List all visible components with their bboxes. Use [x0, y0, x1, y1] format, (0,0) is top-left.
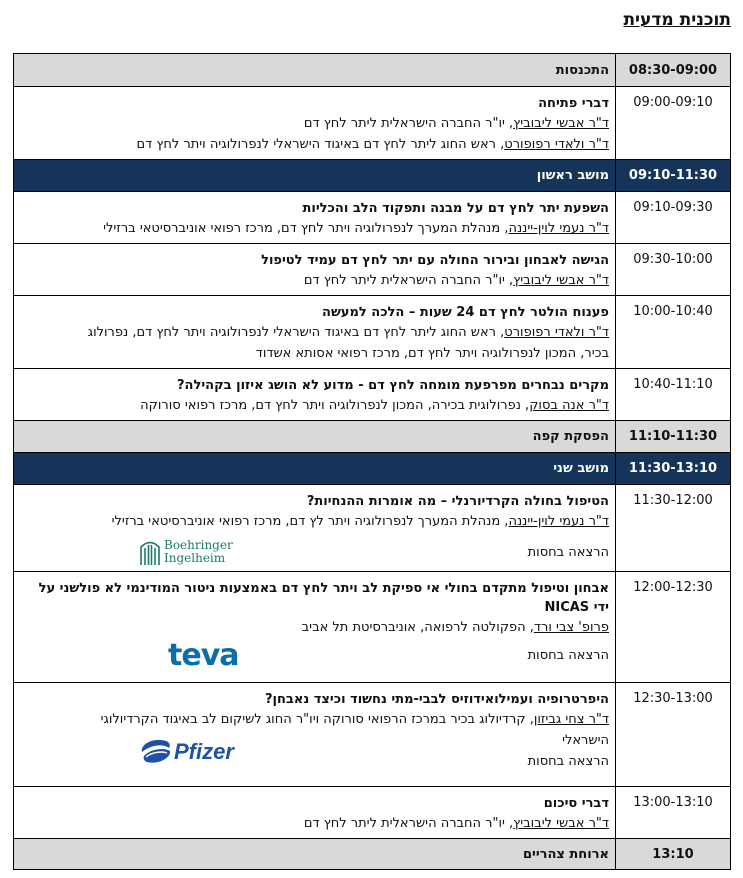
speaker-name: ד"ר נעמי לוין-ייננה — [508, 221, 609, 236]
talk-title: הגישה לאבחון ובירור החולה עם יתר לחץ דם עמיד לטיפול — [261, 253, 609, 268]
session-label: מושב ראשון — [14, 160, 616, 192]
time-cell: 09:10-09:30 — [616, 192, 731, 244]
time-cell: 10:40-11:10 — [616, 369, 731, 421]
talk-cell — [14, 572, 616, 683]
sponsor-line — [20, 538, 609, 566]
time-cell: 12:30-13:00 — [616, 683, 731, 787]
time-cell: 09:10-11:30 — [616, 160, 731, 192]
talk-cell — [14, 192, 616, 244]
table-row — [14, 572, 731, 683]
time-cell: 11:30-13:10 — [616, 453, 731, 485]
talk-cell — [14, 369, 616, 421]
sponsor-label: הרצאה בחסות — [527, 754, 609, 769]
session-label: ארוחת צהריים — [14, 839, 616, 870]
teva-wordmark — [168, 640, 246, 670]
page-title: תוכנית מדעית — [623, 10, 731, 30]
talk-title: פענוח הולטר לחץ דם 24 שעות – הלכה למעשה — [322, 305, 609, 320]
table-row — [14, 421, 731, 453]
teva-logo — [168, 640, 246, 670]
talk-cell — [14, 787, 616, 839]
session-label: מושב שני — [14, 453, 616, 485]
talk-cell — [14, 485, 616, 572]
talk-title: השפעת יתר לחץ דם על מבנה ותפקוד הלב והכליות — [302, 201, 609, 216]
speaker-affiliation: , קרדיולוג בכיר במרכז הרפואי סורוקה ויו"ר החוג לשיקום לב באיגוד הקרדיולוגי — [100, 712, 534, 727]
table-row — [14, 54, 731, 87]
talk-title: הטיפול בחולה הקרדיורנלי – מה אומרות ההנחיות? — [306, 494, 609, 509]
speaker-affiliation: , ראש החוג ליתר לחץ דם באיגוד הישראלי לנפרולוגיה ויתר לחץ דם — [136, 137, 505, 152]
talk-title: מקרים נבחרים מפרפעת מומחה לחץ דם - מדוע לא הושג איזון בקהילה? — [177, 378, 609, 393]
sponsor-line — [20, 730, 609, 772]
sponsor-label: הרצאה בחסות — [527, 647, 609, 663]
speaker-affiliation: , מנהלת המערך לנפרולוגיה ויתר לחץ דם, מרכז רפואי אוניברסיטאי ברזילי — [103, 221, 509, 236]
speaker-line — [20, 218, 609, 239]
talk-title: דברי פתיחה — [538, 96, 609, 111]
time-cell: 11:30-12:00 — [616, 485, 731, 572]
speaker-line — [20, 322, 609, 343]
talk-cell — [14, 296, 616, 369]
table-row — [14, 683, 731, 787]
speaker-name: ד"ר אבשי ליבוביץ — [513, 116, 609, 131]
table-row — [14, 296, 731, 369]
speaker-affiliation: , הפקולטה לרפואה, אוניברסיטת תל אביב — [301, 620, 534, 635]
program-table — [13, 53, 731, 870]
speaker-affiliation: , מנהלת המערך לנפרולוגיה ויתר לץ דם, מרכז רפואי אוניברסיטאי ברזילי — [111, 514, 509, 529]
speaker-name: ד"ר אבשי ליבוביץ — [513, 273, 609, 288]
session-label: התכנסות — [14, 54, 616, 87]
time-cell: 13:10 — [616, 839, 731, 870]
time-cell: 13:00-13:10 — [616, 787, 731, 839]
speaker-name: פרופ' צבי ורד — [533, 620, 609, 635]
speaker-name: ד"ר אבשי ליבוביץ — [513, 816, 609, 831]
time-cell: 10:00-10:40 — [616, 296, 731, 369]
speaker-affiliation: , ראש החוג ליתר לחץ דם באיגוד הישראלי לנפרולוגיה ויתר לחץ דם, נפרולוג — [87, 325, 505, 340]
session-label: הפסקת קפה — [14, 421, 616, 453]
talk-cell — [14, 87, 616, 160]
table-row — [14, 87, 731, 160]
pfizer-wordmark: Pfizer — [174, 738, 234, 764]
table-row — [14, 369, 731, 421]
table-row — [14, 192, 731, 244]
speaker-name: ד"ר צחי גביזון — [533, 712, 609, 727]
speaker-name: ד"ר אנה בסוק — [529, 398, 609, 413]
talk-cell — [14, 683, 616, 787]
speaker-line — [20, 617, 609, 638]
speaker-line — [20, 709, 609, 730]
speaker-line — [20, 511, 609, 532]
speaker-affiliation: , יו"ר החברה הישראלית ליתר לחץ דם — [303, 273, 514, 288]
boehringer-building-icon — [140, 538, 160, 566]
speaker-affiliation: , יו"ר החברה הישראלית ליתר לחץ דם — [303, 116, 514, 131]
speaker-line — [20, 270, 609, 291]
sponsor-label: הרצאה בחסות — [527, 544, 609, 560]
table-row — [14, 839, 731, 870]
sponsor-line — [20, 640, 609, 670]
talk-title: אבחון וטיפול מתקדם בחולי אי ספיקת לב ויתר לחץ דם באמצעות ניטור המודינמי לא פולשני על ידי NICAS — [38, 581, 609, 615]
time-cell: 09:00-09:10 — [616, 87, 731, 160]
time-cell: 11:10-11:30 — [616, 421, 731, 453]
svg-text:teva: teva — [168, 640, 239, 670]
time-cell: 08:30-09:00 — [616, 54, 731, 87]
pfizer-logo — [138, 736, 234, 766]
table-row — [14, 453, 731, 485]
speaker-affiliation: , נפרולוגית בכירה, המכון לנפרולוגיה ויתר לחץ דם, מרכז רפואי סורוקה — [140, 398, 530, 413]
speaker-name: ד"ר ולאדי רפופורט — [504, 137, 609, 152]
speaker-affiliation: , יו"ר החברה הישראלית ליתר לחץ דם — [303, 816, 514, 831]
talk-cell — [14, 244, 616, 296]
time-cell: 09:30-10:00 — [616, 244, 731, 296]
speaker-name: ד"ר נעמי לוין-ייננה — [508, 514, 609, 529]
table-row — [14, 787, 731, 839]
speaker-name: ד"ר ולאדי רפופורט — [504, 325, 609, 340]
speaker-line — [20, 395, 609, 416]
table-row — [14, 244, 731, 296]
speaker-line: בכיר, המכון לנפרולוגיה ויתר לחץ דם, מרכז רפואי אסותא אשדוד — [255, 346, 609, 361]
boehringer-wordmark: Boehringer Ingelheim — [164, 538, 233, 565]
talk-title: דברי סיכום — [543, 796, 609, 811]
pfizer-pill-icon — [138, 736, 172, 766]
time-cell: 12:00-12:30 — [616, 572, 731, 683]
table-row — [14, 485, 731, 572]
speaker-line — [20, 113, 609, 134]
boehringer-ingelheim-logo — [140, 538, 233, 566]
table-row — [14, 160, 731, 192]
speaker-line: הישראלי — [562, 733, 609, 748]
talk-title: היפרטרופיה ועמילואידוזיס לבבי-מתי נחשוד וכיצד נאבחן? — [265, 692, 609, 707]
speaker-line — [20, 813, 609, 834]
speaker-line — [20, 134, 609, 155]
